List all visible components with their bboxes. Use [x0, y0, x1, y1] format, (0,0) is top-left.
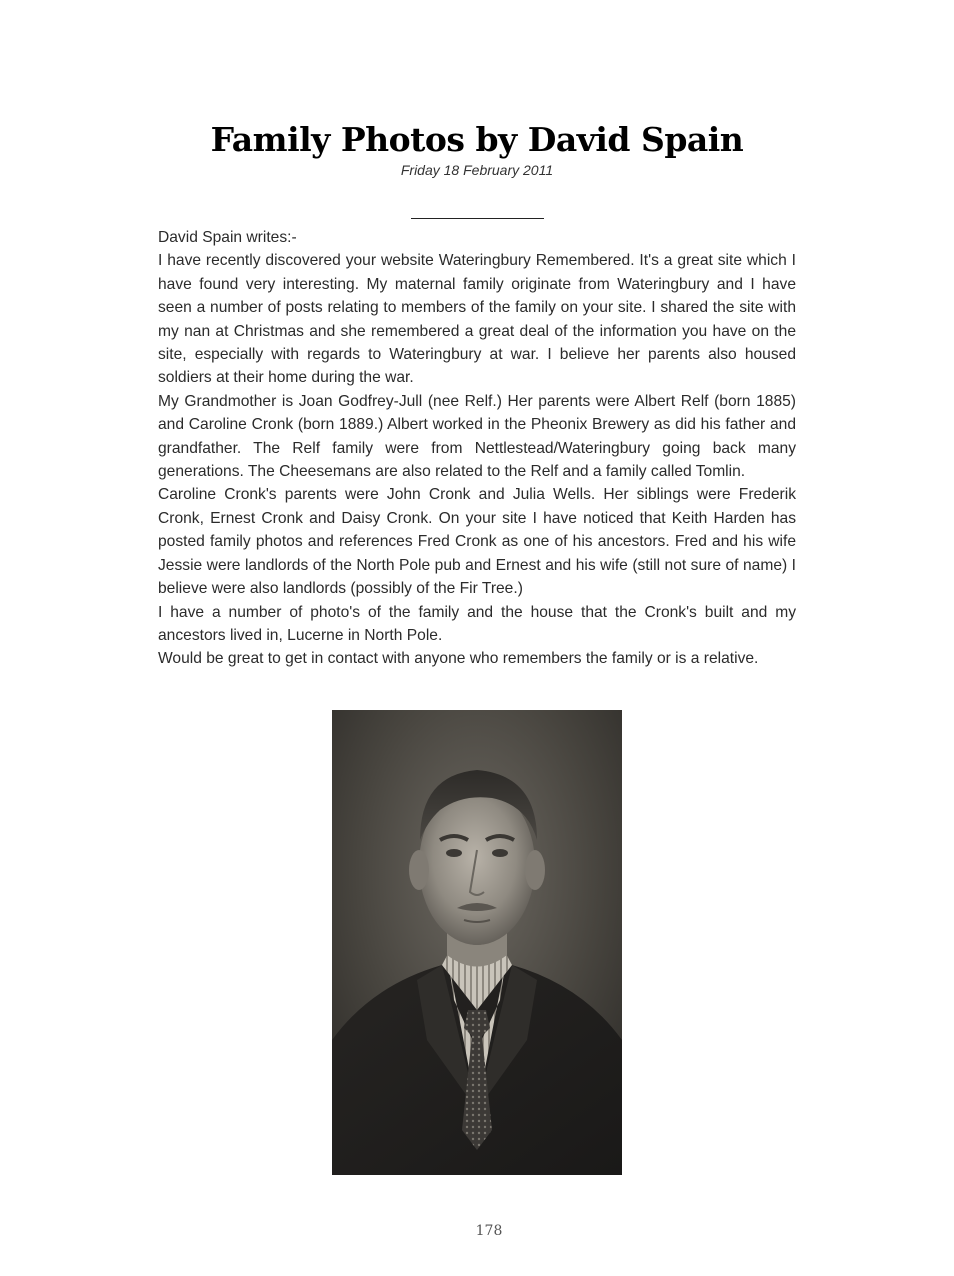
paragraph: Caroline Cronk's parents were John Cronk and Julia Wells. Her siblings were Frederik Cronk, Ernest Cronk and Daisy Cronk. On your site I have noticed that Keith Harden has posted family photos and references Fred Cronk as one of his ancestors. Fred and his wife Jessie were landlords of the North Pole pub and Ernest and his wife (still not sure of name) I believe were also landlords (possibly of the Fir Tree.): [158, 486, 796, 598]
paragraph: I have recently discovered your website Wateringbury Remembered. It's a great site which I have found very interesting. My maternal family originate from Wateringbury and I have seen a number of posts relating to members of the family on your site. I shared the site with my nan at Christmas and she remembered a great deal of the information you have on the site, especially with regards to Wateringbury at war. I believe her parents also housed soldiers at their home during the war.: [158, 252, 796, 387]
paragraph: David Spain writes:-: [158, 229, 297, 246]
paragraph: Would be great to get in contact with anyone who remembers the family or is a relative.: [158, 650, 759, 668]
page-title: Family Photos by David Spain: [210, 120, 744, 159]
portrait-image: [332, 710, 622, 1175]
article-date: Friday 18 February 2011: [400, 162, 554, 178]
section-divider: [411, 218, 544, 219]
paragraph: My Grandmother is Joan Godfrey-Jull (nee Relf.) Her parents were Albert Relf (born 1885) and Caroline Cronk (born 1889.) Albert worked in the Pheonix Brewery as did his father and grandfather. The Relf family were from Nettlestead/Wateringbury going back many generations. The Cheesemans are also related to the Relf and a family called Tomlin.: [158, 392, 796, 481]
paragraph: I have a number of photo's of the family and the house that the Cronk's built and my ancestors lived in, Lucerne in North Pole.: [158, 603, 796, 644]
article-body: [158, 226, 796, 671]
page-number: 178: [475, 1223, 503, 1239]
portrait-photo: [332, 710, 622, 1175]
